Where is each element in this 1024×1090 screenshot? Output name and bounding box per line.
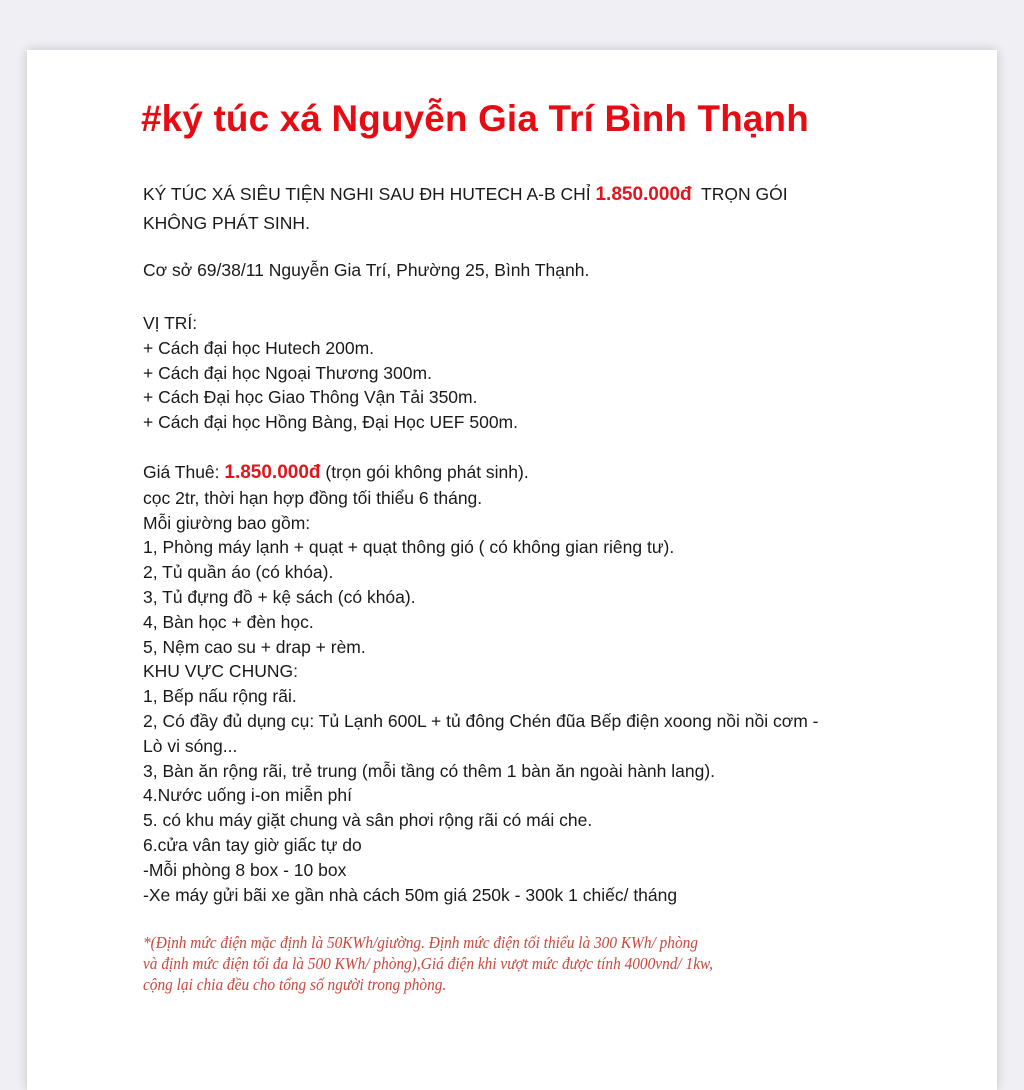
intro-price: 1.850.000đ — [595, 184, 692, 205]
intro-line2: KHÔNG PHÁT SINH. — [143, 213, 310, 233]
note-line: cộng lại chia đều cho tổng số người trong phòng. — [143, 975, 447, 994]
common-item: 3, Bàn ăn rộng rãi, trẻ trung (mỗi tầng có thêm 1 bàn ăn ngoài hành lang). — [143, 760, 716, 781]
rent-price: 1.850.000đ — [224, 462, 321, 483]
pricing-section — [143, 460, 819, 907]
location-section — [143, 311, 518, 435]
common-item: 2, Có đầy đủ dụng cụ: Tủ Lạnh 600L + tủ đông Chén đũa Bếp điện xoong nồi nồi cơm - — [143, 710, 819, 731]
rent-line — [143, 460, 819, 486]
location-heading: VỊ TRÍ: — [143, 313, 198, 333]
location-item: + Cách đại học Ngoại Thương 300m. — [143, 362, 432, 383]
common-item: 5. có khu máy giặt chung và sân phơi rộng rãi có mái che. — [143, 810, 593, 831]
note-line: và định mức điện tối đa là 500 KWh/ phòng),Giá điện khi vượt mức được tính 4000vnd/ 1kw, — [143, 954, 713, 973]
intro-text: KÝ TÚC XÁ SIÊU TIỆN NGHI SAU ĐH HUTECH A-B CHỈ — [143, 184, 596, 204]
common-item: -Xe máy gửi bãi xe gần nhà cách 50m giá 250k - 300k 1 chiếc/ tháng — [143, 884, 678, 905]
address-line: Cơ sở 69/38/11 Nguyễn Gia Trí, Phường 25, Bình Thạnh. — [143, 260, 590, 280]
deposit-line: cọc 2tr, thời hạn hợp đồng tối thiểu 6 tháng. — [143, 487, 483, 508]
common-heading: KHU VỰC CHUNG: — [143, 661, 298, 682]
note-line: *(Định mức điện mặc định là 50KWh/giường. Định mức điện tối thiểu là 300 KWh/ phòng — [143, 933, 698, 952]
bed-item: 1, Phòng máy lạnh + quạt + quạt thông gió ( có không gian riêng tư). — [143, 537, 675, 558]
bed-item: 5, Nệm cao su + drap + rèm. — [143, 636, 366, 657]
page-title: #ký túc xá Nguyễn Gia Trí Bình Thạnh — [141, 98, 809, 139]
electricity-note — [143, 932, 831, 995]
rent-suffix: (trọn gói không phát sinh). — [320, 462, 529, 482]
location-item: + Cách đại học Hồng Bàng, Đại Học UEF 500m. — [143, 412, 518, 433]
common-item: Lò vi sóng... — [143, 735, 238, 756]
common-item: 1, Bếp nấu rộng rãi. — [143, 686, 297, 707]
common-item: 6.cửa vân tay giờ giấc tự do — [143, 834, 362, 855]
rent-label: Giá Thuê: — [143, 462, 225, 482]
intro-paragraph — [143, 180, 863, 237]
bed-item: 4, Bàn học + đèn học. — [143, 611, 314, 632]
location-item: + Cách Đại học Giao Thông Vận Tải 350m. — [143, 387, 478, 408]
bed-item: 3, Tủ đựng đồ + kệ sách (có khóa). — [143, 586, 416, 607]
common-item: 4.Nước uống i-on miễn phí — [143, 785, 352, 806]
bed-heading: Mỗi giường bao gồm: — [143, 512, 311, 533]
bed-item: 2, Tủ quần áo (có khóa). — [143, 562, 334, 583]
document-page — [27, 50, 997, 1090]
location-item: + Cách đại học Hutech 200m. — [143, 337, 375, 358]
common-item: -Mỗi phòng 8 box - 10 box — [143, 859, 347, 880]
intro-suffix: TRỌN GÓI — [691, 184, 788, 204]
